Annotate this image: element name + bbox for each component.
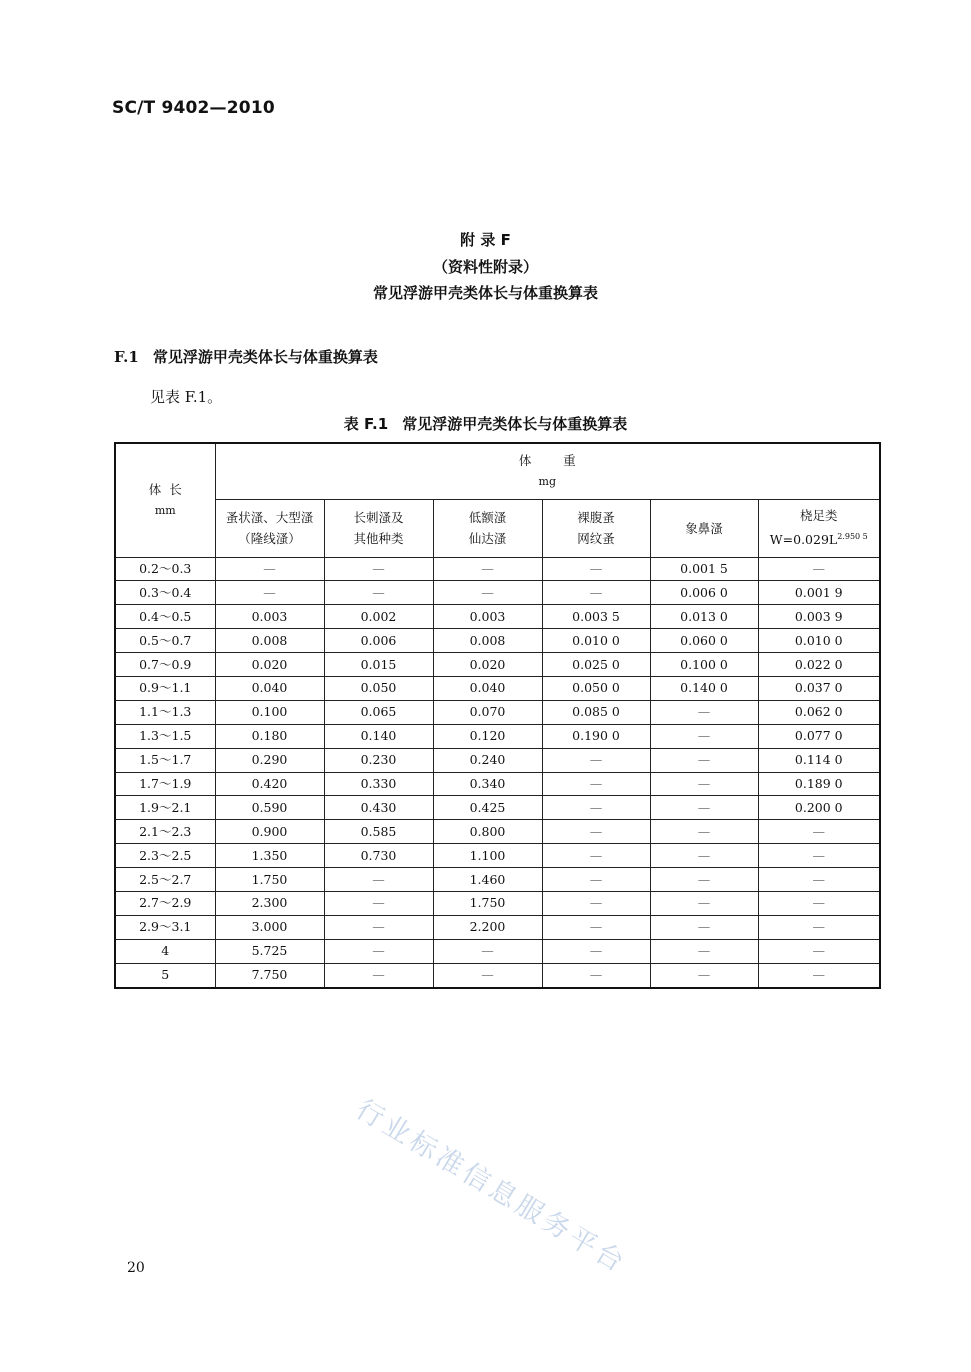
weight-cell: — [324, 557, 433, 581]
weight-cell: — [758, 939, 880, 963]
weight-cell: — [650, 963, 758, 987]
table-row [115, 820, 880, 844]
weight-cell: — [758, 557, 880, 581]
weight-cell: 0.040 [433, 676, 542, 700]
weight-cell: 0.100 [215, 700, 324, 724]
weight-cell: 5.725 [215, 939, 324, 963]
weight-cell: — [650, 724, 758, 748]
length-cell: 2.9～3.1 [115, 915, 215, 939]
weight-cell: — [758, 844, 880, 868]
weight-cell: 2.200 [433, 915, 542, 939]
table-row [115, 724, 880, 748]
weight-cell: 0.062 0 [758, 700, 880, 724]
weight-cell: 0.425 [433, 796, 542, 820]
table-row [115, 629, 880, 653]
length-cell: 1.1～1.3 [115, 700, 215, 724]
length-cell: 2.7～2.9 [115, 891, 215, 915]
table-row [115, 939, 880, 963]
weight-cell: 0.330 [324, 772, 433, 796]
weight-cell: 0.037 0 [758, 676, 880, 700]
weight-cell: — [542, 844, 650, 868]
table-row [115, 844, 880, 868]
weight-cell: 0.001 5 [650, 557, 758, 581]
weight-cell: — [542, 557, 650, 581]
weight-cell: — [542, 891, 650, 915]
weight-cell: 0.006 [324, 629, 433, 653]
length-cell: 2.1～2.3 [115, 820, 215, 844]
weight-cell: — [324, 915, 433, 939]
weight-cell: — [650, 820, 758, 844]
weight-cell: 0.200 0 [758, 796, 880, 820]
weight-cell: — [324, 891, 433, 915]
weight-cell: 0.015 [324, 653, 433, 677]
weight-cell: 0.120 [433, 724, 542, 748]
column-header-line1: 桡足类 [800, 508, 838, 524]
weight-cell: 0.290 [215, 748, 324, 772]
weight-cell: — [650, 868, 758, 892]
length-cell: 0.4～0.5 [115, 605, 215, 629]
table-row [115, 748, 880, 772]
weight-unit: mg [538, 475, 557, 489]
weight-cell: 0.430 [324, 796, 433, 820]
weight-cell: 0.180 [215, 724, 324, 748]
weight-cell: — [650, 939, 758, 963]
length-header-cell [115, 443, 215, 557]
length-cell: 4 [115, 939, 215, 963]
table-row [115, 605, 880, 629]
weight-cell: 1.100 [433, 844, 542, 868]
weight-cell: 0.022 0 [758, 653, 880, 677]
section-title: 常见浮游甲壳类体长与体重换算表 [152, 348, 378, 366]
table-row [115, 772, 880, 796]
weight-cell: — [433, 963, 542, 987]
table-row [115, 796, 880, 820]
column-header-line2: （隆线溞） [238, 531, 301, 546]
weight-cell: — [758, 915, 880, 939]
weight-cell: 1.350 [215, 844, 324, 868]
weight-cell: — [542, 581, 650, 605]
weight-cell: 0.003 [215, 605, 324, 629]
weight-cell: 1.750 [215, 868, 324, 892]
weight-cell: 0.340 [433, 772, 542, 796]
weight-cell: 0.420 [215, 772, 324, 796]
weight-cell: 0.003 [433, 605, 542, 629]
weight-cell: 0.140 0 [650, 676, 758, 700]
watermark: 行业标准信息服务平台 [350, 1093, 633, 1281]
length-cell: 1.9～2.1 [115, 796, 215, 820]
weight-cell: 0.060 0 [650, 629, 758, 653]
weight-cell: 0.040 [215, 676, 324, 700]
weight-cell: 0.050 [324, 676, 433, 700]
weight-cell: — [542, 963, 650, 987]
weight-header: 体 重 [518, 453, 576, 469]
column-header-line2: W=0.029L [769, 532, 838, 548]
weight-cell: — [433, 557, 542, 581]
weight-cell: 0.240 [433, 748, 542, 772]
weight-cell: 7.750 [215, 963, 324, 987]
weight-cell: 2.300 [215, 891, 324, 915]
table-row [115, 868, 880, 892]
table-row [115, 915, 880, 939]
length-cell: 0.7～0.9 [115, 653, 215, 677]
section-paragraph: 见表 F.1。 [150, 388, 223, 406]
column-header [215, 499, 324, 557]
weight-cell: — [650, 915, 758, 939]
length-cell: 0.2～0.3 [115, 557, 215, 581]
table-row [115, 557, 880, 581]
weight-cell: — [542, 796, 650, 820]
weight-cell: 0.065 [324, 700, 433, 724]
weight-cell: 0.114 0 [758, 748, 880, 772]
weight-cell: 0.008 [215, 629, 324, 653]
weight-cell: — [758, 963, 880, 987]
column-header-line1: 裸腹蚤 [577, 510, 615, 525]
weight-cell: 0.900 [215, 820, 324, 844]
weight-cell: — [758, 891, 880, 915]
weight-cell: — [650, 748, 758, 772]
weight-cell: 0.003 9 [758, 605, 880, 629]
weight-cell: — [542, 772, 650, 796]
weight-cell: 0.077 0 [758, 724, 880, 748]
column-header-line1: 象鼻溞 [685, 520, 723, 536]
weight-cell: — [542, 939, 650, 963]
weight-cell: 0.050 0 [542, 676, 650, 700]
weight-cell: 0.140 [324, 724, 433, 748]
length-unit: mm [154, 504, 176, 518]
weight-cell: — [758, 868, 880, 892]
column-header [542, 499, 650, 557]
weight-cell: 0.230 [324, 748, 433, 772]
column-header-line2: 其他种类 [353, 531, 404, 546]
weight-cell: — [650, 700, 758, 724]
weight-cell: 0.020 [433, 653, 542, 677]
weight-cell: 3.000 [215, 915, 324, 939]
table-row [115, 700, 880, 724]
table-row [115, 676, 880, 700]
weight-cell: 1.460 [433, 868, 542, 892]
table-caption [0, 413, 971, 434]
formula [759, 526, 880, 550]
column-header-line1: 低额溞 [468, 510, 507, 525]
weight-cell: 0.006 0 [650, 581, 758, 605]
formula-exponent: 2.950 5 [837, 532, 868, 542]
weight-cell: 0.002 [324, 605, 433, 629]
column-header [433, 499, 542, 557]
column-header-line1: 长刺溞及 [353, 510, 404, 525]
length-header: 体 长 [148, 482, 182, 498]
column-header [650, 499, 758, 557]
weight-cell: 0.189 0 [758, 772, 880, 796]
weight-cell: — [542, 915, 650, 939]
annex-subtitle: （资料性附录） [432, 258, 538, 276]
weight-cell: — [215, 581, 324, 605]
section-number: F.1 [114, 348, 139, 366]
weight-cell: 0.013 0 [650, 605, 758, 629]
weight-cell: 0.003 5 [542, 605, 650, 629]
length-cell: 2.3～2.5 [115, 844, 215, 868]
table-row [115, 891, 880, 915]
weight-cell: 0.025 0 [542, 653, 650, 677]
column-header-line2: 仙达溞 [468, 531, 507, 546]
weight-cell: 0.800 [433, 820, 542, 844]
weight-cell: 0.730 [324, 844, 433, 868]
weight-cell: — [650, 796, 758, 820]
length-cell: 0.3～0.4 [115, 581, 215, 605]
weight-cell: — [650, 844, 758, 868]
section-heading [114, 346, 378, 367]
weight-cell: — [758, 820, 880, 844]
weight-cell: 0.010 0 [758, 629, 880, 653]
length-cell: 2.5～2.7 [115, 868, 215, 892]
standard-code: SC/T 9402—2010 [112, 98, 275, 118]
weight-cell: — [324, 939, 433, 963]
weight-cell: 0.020 [215, 653, 324, 677]
weight-cell: 0.100 0 [650, 653, 758, 677]
table-row [115, 963, 880, 987]
column-header [758, 499, 880, 557]
table-caption-text: 常见浮游甲壳类体长与体重换算表 [402, 415, 628, 433]
conversion-table [114, 442, 881, 989]
table-row [115, 581, 880, 605]
weight-cell: 0.085 0 [542, 700, 650, 724]
weight-cell: 0.008 [433, 629, 542, 653]
weight-cell: — [433, 939, 542, 963]
weight-cell: — [650, 772, 758, 796]
annex-name: 常见浮游甲壳类体长与体重换算表 [372, 284, 598, 302]
annex-title: 附 录 F [460, 231, 511, 249]
weight-cell: — [542, 820, 650, 844]
length-cell: 1.3～1.5 [115, 724, 215, 748]
weight-cell: 0.001 9 [758, 581, 880, 605]
length-cell: 1.7～1.9 [115, 772, 215, 796]
column-header-line2: 网纹蚤 [577, 531, 615, 546]
length-cell: 1.5～1.7 [115, 748, 215, 772]
weight-cell: — [215, 557, 324, 581]
length-cell: 0.5～0.7 [115, 629, 215, 653]
table-row [115, 653, 880, 677]
column-header-line1: 蚤状溞、大型溞 [225, 510, 314, 525]
weight-cell: — [433, 581, 542, 605]
column-header [324, 499, 433, 557]
weight-cell: — [542, 868, 650, 892]
page-number: 20 [127, 1260, 145, 1276]
table-caption-number: 表 F.1 [343, 415, 389, 433]
length-cell: 0.9～1.1 [115, 676, 215, 700]
weight-cell: — [650, 891, 758, 915]
length-cell: 5 [115, 963, 215, 987]
weight-cell: 0.190 0 [542, 724, 650, 748]
weight-cell: — [324, 868, 433, 892]
weight-cell: — [324, 581, 433, 605]
weight-cell: — [324, 963, 433, 987]
weight-cell: 0.585 [324, 820, 433, 844]
weight-cell: 1.750 [433, 891, 542, 915]
weight-header-cell [215, 443, 880, 499]
weight-cell: 0.010 0 [542, 629, 650, 653]
weight-cell: 0.590 [215, 796, 324, 820]
weight-cell: — [542, 748, 650, 772]
weight-cell: 0.070 [433, 700, 542, 724]
